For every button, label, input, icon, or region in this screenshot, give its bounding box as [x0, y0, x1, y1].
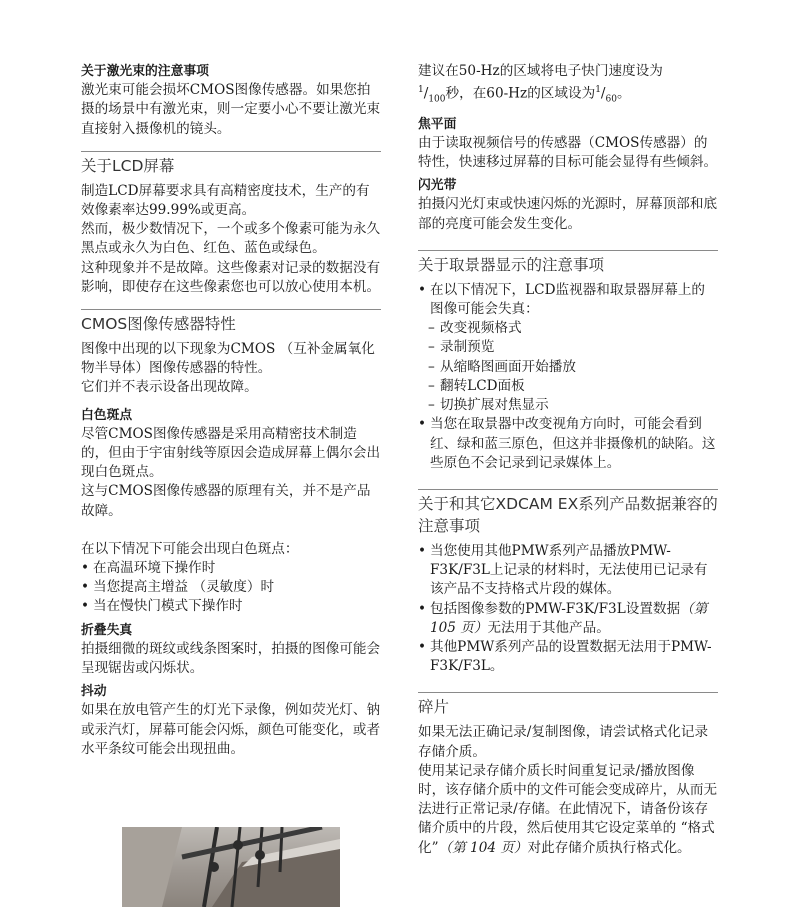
list-subitem: – 从缩略图画面开始播放 [418, 358, 718, 377]
list-item: • 当您在取景器中改变视角方向时，可能会看到红、绿和蓝三原色，但这并非摄像机的缺陷。这些原色不会记录到记录媒体上。 [418, 415, 718, 473]
list-item: • 其他PMW系列产品的设置数据无法用于PMW-F3K/F3L。 [418, 638, 718, 676]
page-reference: （第 104 页） [438, 839, 528, 856]
list-item: • 当您提高主增益 （灵敏度）时 [81, 578, 381, 597]
fragmentation-paragraph-2 [418, 762, 718, 858]
list-item: • 在高温环境下操作时 [81, 559, 381, 578]
flash-band-heading: 闪光带 [418, 178, 457, 194]
lcd-paragraph-2: 然而，极少数情况下，一个或多个像素可能为永久黑点或永久为白色、红色、蓝色或绿色。 [81, 221, 381, 257]
focal-plane-text: 由于读取视频信号的传感器（CMOS传感器）的特性，快速移过屏幕的目标可能会显得有些倾斜。 [418, 134, 718, 171]
flicker-continued-text-b: 秒，在60-Hz的区域设为 [445, 85, 596, 102]
list-item: • 在以下情况下，LCD监视器和取景器屏幕上的图像可能会失真： [418, 281, 718, 319]
xdcam-section-title: 关于和其它XDCAM EX系列产品数据兼容的注意事项 [418, 489, 718, 537]
cmos-paragraph-1: 图像中出现的以下现象为CMOS （互补金属氧化物半导体）图像传感器的特性。 [81, 341, 375, 377]
flicker-continued: 建议在50-Hz的区域将电子快门速度设为 $^1/_{100}$秒，在60-Hz的区域设为$^1/_{60}$。 [418, 63, 663, 105]
lcd-paragraph-1: 制造LCD屏幕要求具有高精密度技术，生产的有效像素率达99.99%或更高。 [81, 182, 370, 219]
staircase-photo [122, 827, 340, 907]
list-subitem: – 录制预览 [418, 338, 718, 357]
xdcam-item2-text-end: 无法用于其他产品。 [487, 619, 610, 636]
flicker-heading: 抖动 [81, 684, 107, 700]
list-subitem: – 翻转LCD面板 [418, 377, 718, 396]
viewfinder-section-title: 关于取景器显示的注意事项 [418, 250, 718, 276]
list-item: • 当在慢快门模式下操作时 [81, 597, 381, 616]
fraction-numerator: 1 [595, 85, 601, 96]
fraction-numerator: 1 [418, 85, 424, 96]
flicker-continued-text-a: 建议在50-Hz的区域将电子快门速度设为 [418, 63, 663, 79]
fragmentation-text: 使用某记录存储介质长时间重复记录/播放图像时，该存储介质中的文件可能会变成碎片，从而无法进行正常记录/存储。在此情况下，请备份该存储介质中的片段，然后使用其它设定菜单的 “格式化” [418, 762, 718, 856]
xdcam-list [418, 542, 718, 676]
fraction-denominator: 100 [428, 94, 446, 105]
left-column [81, 62, 381, 759]
cmos-paragraph-2: 它们并不表示设备出现故障。 [81, 379, 258, 396]
aliasing-heading: 折叠失真 [81, 622, 133, 638]
right-column [418, 62, 718, 858]
fragmentation-paragraph-1: 如果无法正确记录/复制图像，请尝试格式化记录存储介质。 [418, 724, 709, 760]
white-spots-heading: 白色斑点 [81, 407, 133, 423]
flash-band-text: 拍摄闪光灯束或快速闪烁的光源时，屏幕顶部和底部的亮度可能会发生变化。 [418, 196, 718, 232]
fragmentation-text-end: 对此存储介质执行格式化。 [527, 839, 691, 856]
flicker-continued-text-c: 。 [616, 85, 631, 102]
list-subitem: – 改变视频格式 [418, 319, 718, 338]
page-reference: （第 105 页） [430, 600, 708, 636]
list-subitem: – 切换扩展对焦显示 [418, 396, 718, 415]
white-spots-paragraph-3: 在以下情况下可能会出现白色斑点： [81, 540, 299, 557]
xdcam-item2-text: 包括图像参数的PMW-F3K/F3L设置数据 [430, 600, 681, 617]
fraction-denominator: 60 [605, 94, 617, 105]
aliasing-text: 拍摄细微的斑纹或线条图案时，拍摄的图像可能会呈现锯齿或闪烁状。 [81, 640, 381, 677]
staircase-illustration [122, 827, 340, 907]
flicker-text: 如果在放电管产生的灯光下录像，例如荧光灯、钠或汞汽灯，屏幕可能会闪烁，颜色可能变化，或者水平条纹可能会出现扭曲。 [81, 702, 381, 757]
white-spots-list [81, 559, 381, 617]
white-spots-paragraph-2: 这与CMOS图像传感器的原理有关，并不是产品故障。 [81, 483, 371, 519]
list-item [418, 600, 718, 638]
fragmentation-section-title: 碎片 [418, 692, 718, 718]
viewfinder-list [418, 281, 718, 473]
lcd-paragraph-3: 这种现象并不是故障。这些像素对记录的数据没有影响，即使存在这些像素您也可以放心使用本机。 [81, 259, 381, 295]
list-item: • 当您使用其他PMW系列产品播放PMW-F3K/F3L上记录的材料时，无法使用已记录有该产品不支持格式片段的媒体。 [418, 542, 718, 600]
white-spots-paragraph-1: 尽管CMOS图像传感器是采用高精密技术制造的，但由于宇宙射线等原因会造成屏幕上偶尔会出现白色斑点。 [81, 425, 381, 481]
lcd-section-title: 关于LCD屏幕 [81, 151, 381, 177]
laser-heading: 关于激光束的注意事项 [81, 64, 209, 79]
focal-plane-heading: 焦平面 [418, 116, 457, 132]
laser-text: 激光束可能会损坏CMOS图像传感器。如果您拍摄的场景中有激光束，则一定要小心不要让激光束直接射入摄像机的镜头。 [81, 82, 381, 137]
cmos-section-title: CMOS图像传感器特性 [81, 309, 381, 335]
